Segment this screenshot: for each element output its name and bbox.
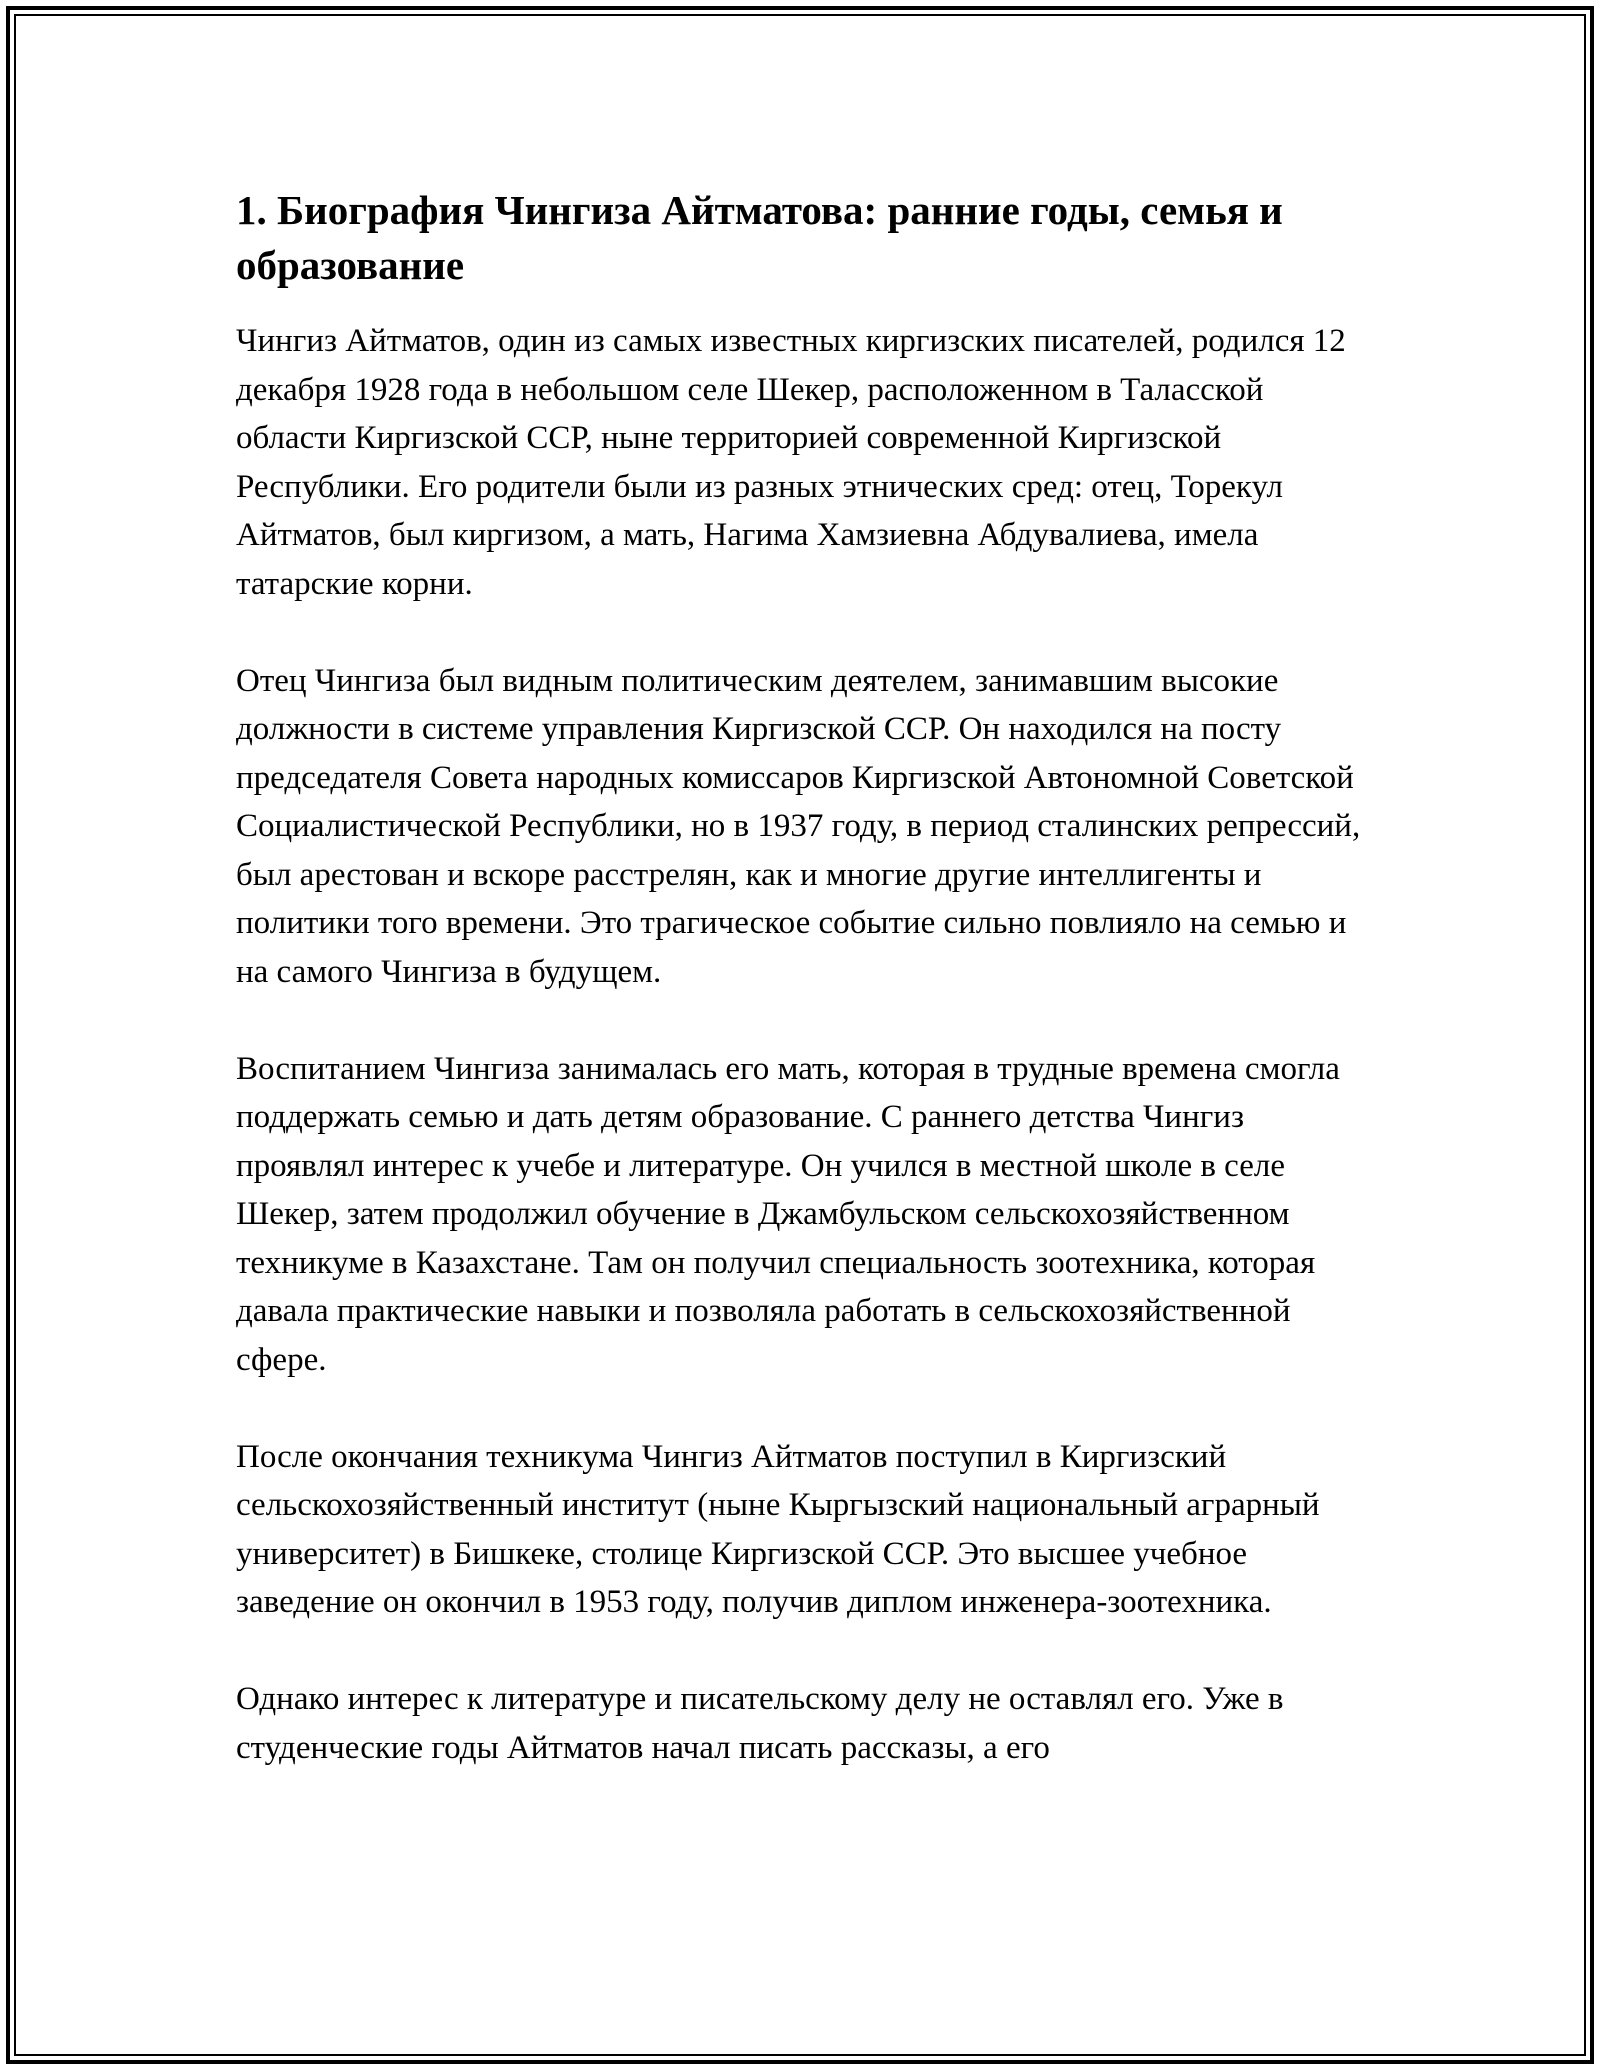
document-body — [236, 183, 1366, 1821]
section-heading: 1. Биография Чингиза Айтматова: ранние годы, семья и образование — [236, 187, 1283, 288]
paragraph-birth: Чингиз Айтматов, один из самых известных киргизских писателей, родился 12 декабря 1928 года в небольшом селе Шекер, расположенном в Таласской области Киргизской ССР, ныне территорией современной Киргизской Республики. Его родители были из разных этнических сред: отец, Торекул Айтматов, был киргизом, а мать, Нагима Хамзиевна Абдувалиева, имела татарские корни. — [236, 323, 1346, 602]
paragraph-upbringing: Воспитанием Чингиза занималась его мать, которая в трудные времена смогла поддержать семью и дать детям образование. С раннего детства Чингиз проявлял интерес к учебе и литературе. Он учился в местной школе в селе Шекер, затем продолжил обучение в Джамбульском сельскохозяйственном техникуме в Казахстане. Там он получил специальность зоотехника, которая давала практические навыки и позволяла работать в сельскохозяйственной сфере. — [236, 1050, 1340, 1378]
paragraph-father: Отец Чингиза был видным политическим деятелем, занимавшим высокие должности в системе управления Киргизской ССР. Он находился на посту председателя Совета народных комиссаров Киргизской Автономной Советской Социалистической Республики, но в 1937 году, в период сталинских репрессий, был арестован и вскоре расстрелян, как и многие другие интеллигенты и политики того времени. Это трагическое событие сильно повлияло на семью и на самого Чингиза в будущем. — [236, 662, 1361, 990]
paragraph-institute: После окончания техникума Чингиз Айтматов поступил в Киргизский сельскохозяйственный институт (ныне Кыргызский национальный аграрный университет) в Бишкеке, столице Киргизской ССР. Это высшее учебное заведение он окончил в 1953 году, получив диплом инженера-зоотехника. — [236, 1438, 1320, 1620]
paragraph-literature: Однако интерес к литературе и писательскому делу не оставлял его. Уже в студенческие годы Айтматов начал писать рассказы, а его — [236, 1681, 1284, 1766]
